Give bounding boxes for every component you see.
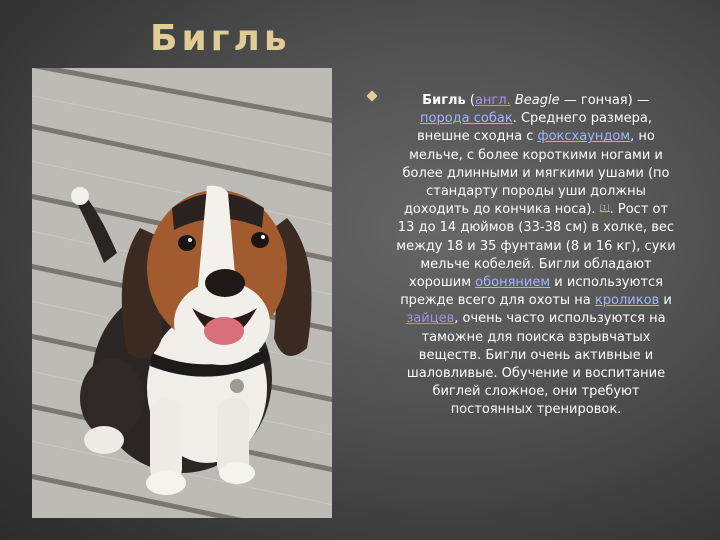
- link-hares[interactable]: зайцев: [406, 311, 455, 327]
- link-dog-breed[interactable]: порода собак: [420, 111, 513, 127]
- text-segment: и: [659, 293, 672, 309]
- text-segment: . Среднего размера, внешне сходна с: [417, 111, 652, 145]
- english-name: Beagle: [514, 93, 560, 108]
- text-segment: — гончая) —: [559, 93, 650, 108]
- text-segment: , но мельче, с более короткими ногами и более длинными и мягкими ушами (по стандарту породы уши должны доходить до кончика носа).: [402, 129, 670, 218]
- text-segment: и используются прежде всего для охоты на: [400, 275, 663, 309]
- slide-title: Бигль: [150, 18, 291, 59]
- link-foxhound[interactable]: фоксхаундом: [537, 129, 631, 145]
- text-segment: , очень часто используются на таможне для поиска взрывчатых веществ. Бигли очень активные и шаловливые. Обучение и воспитание биглей сложное, они требуют постоянных тренировок.: [406, 311, 666, 418]
- text-segment: . Рост от 13 до 14 дюймов (33-38 см) в холке, вес между 18 и 35 фунтами (8 и 16 кг), суки мельче кобелей. Бигли обладают хорошим: [396, 202, 676, 291]
- text-segment: (: [465, 93, 475, 108]
- link-smell[interactable]: обонянием: [475, 275, 551, 291]
- bullet-marker: [366, 90, 377, 101]
- link-reference-1[interactable]: [1]: [599, 204, 610, 213]
- link-english[interactable]: англ.: [474, 93, 511, 108]
- description-paragraph: [396, 92, 676, 420]
- link-rabbits[interactable]: кроликов: [594, 293, 660, 309]
- term-beagle: Бигль: [422, 93, 466, 108]
- beagle-photo: [32, 68, 332, 518]
